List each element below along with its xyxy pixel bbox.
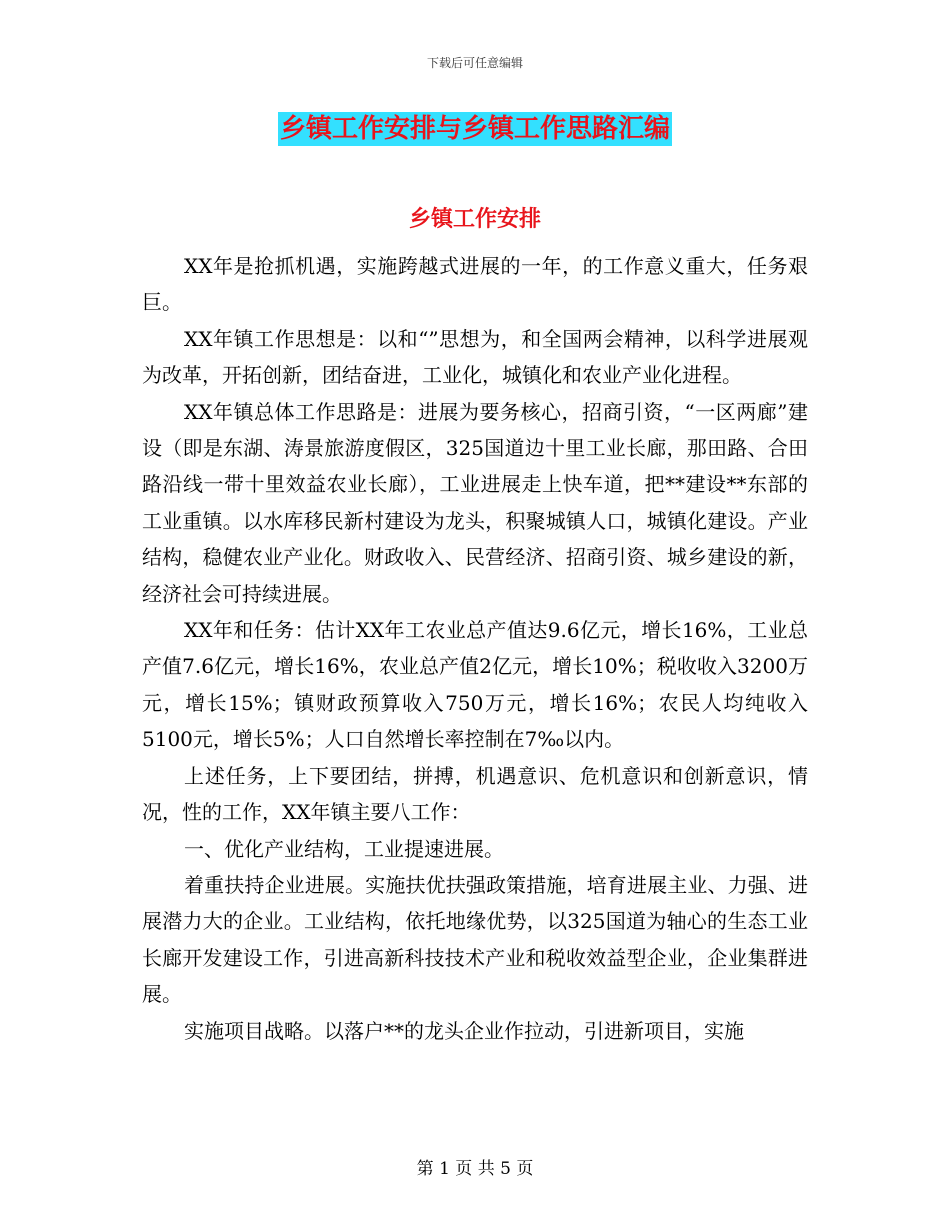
paragraph: 一、优化产业结构，工业提速进展。: [184, 836, 504, 861]
document-title: [0, 112, 950, 146]
document-body: [142, 248, 808, 1049]
paragraph: XX年镇工作思想是：以和“”思想为，和全国两会精神，以科学进展观为改革，开拓创新，团结奋进，工业化，城镇化和农业产业化进程。: [142, 326, 808, 388]
paragraph: XX年和任务：估计XX年工农业总产值达9.6亿元，增长16%，工业总产值7.6亿元，增长16%，农业总产值2亿元，增长10%；税收收入3200万元，增长15%；镇财政预算收入750万元，增长16%；农民人均纯收入5100元，增长5%；人口自然增长率控制在7‰以内。: [142, 618, 808, 752]
header-note: 下载后可任意编辑: [426, 56, 523, 70]
document-title-text: 乡镇工作安排与乡镇工作思路汇编: [279, 114, 670, 144]
section-title: 乡镇工作安排: [408, 207, 541, 232]
paragraph: XX年镇总体工作思路是：进展为要务核心，招商引资，“一区两廊”建设（即是东湖、涛景旅游度假区，325国道边十里工业长廊，那田路、合田路沿线一带十里效益农业长廊），工业进展走上快车道，把**建设**东部的工业重镇。以水库移民新村建设为龙头，积聚城镇人口，城镇化建设。产业结构，稳健农业产业化。财政收入、民营经济、招商引资、城乡建设的新，经济社会可持续进展。: [142, 399, 808, 606]
paragraph: 着重扶持企业进展。实施扶优扶强政策措施，培育进展主业、力强、进展潜力大的企业。工业结构，依托地缘优势，以325国道为轴心的生态工业长廊开发建设工作，引进高新科技技术产业和税收效益型企业，企业集群进展。: [142, 872, 808, 1007]
paragraph: 上述任务，上下要团结，拼搏，机遇意识、危机意识和创新意识，情况，性的工作，XX年镇主要八工作：: [142, 763, 808, 825]
page-number-footer: 第 1 页 共 5 页: [416, 1159, 534, 1179]
paragraph: 实施项目战略。以落户**的龙头企业作拉动，引进新项目，实施: [184, 1018, 744, 1043]
paragraph: XX年是抢抓机遇，实施跨越式进展的一年，的工作意义重大，任务艰巨。: [142, 254, 808, 315]
